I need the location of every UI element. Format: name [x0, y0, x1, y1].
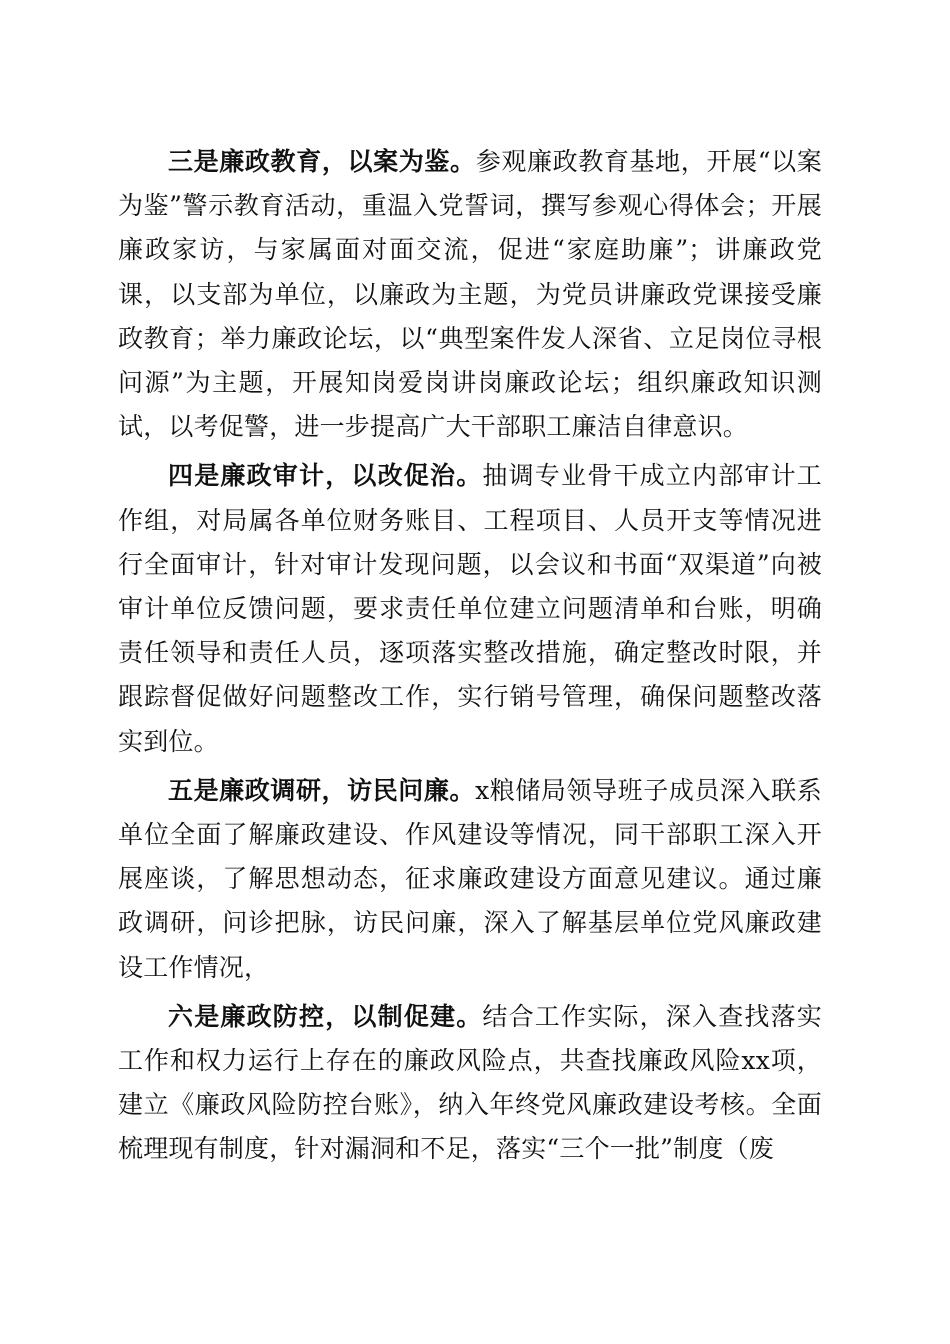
paragraph-heading: 六是廉政防控，以制促建。	[168, 1001, 483, 1031]
document-page	[118, 140, 822, 1172]
paragraph-heading: 三是廉政教育，以案为鉴。	[168, 147, 476, 176]
paragraph-heading: 四是廉政审计，以改促治。	[168, 461, 483, 491]
paragraph-heading: 五是廉政调研，访民问廉。	[168, 775, 476, 805]
paragraph-education	[118, 140, 822, 449]
paragraph-body: 结合工作实际，深入查找落实工作和权力运行上存在的廉政风险点，共查找廉政风险xx项，建立《廉政风险防控台账》，纳入年终党风廉政建设考核。全面梳理现有制度，针对漏洞和不足，落实“三个一批”制度（废	[118, 1001, 822, 1164]
paragraph-body: x粮储局领导班子成员深入联系单位全面了解廉政建设、作风建设等情况，同干部职工深入开展座谈，了解思想动态，征求廉政建设方面意见建议。通过廉政调研，问诊把脉，访民问廉，深入了解基层单位党风廉政建设工作情况，	[118, 775, 823, 982]
paragraph-prevention	[118, 995, 822, 1172]
paragraph-research	[118, 769, 822, 990]
paragraph-audit	[118, 454, 822, 763]
paragraph-body: 抽调专业骨干成立内部审计工作组，对局属各单位财务账目、工程项目、人员开支等情况进行全面审计，针对审计发现问题，以会议和书面“双渠道”向被审计单位反馈问题，要求责任单位建立问题清单和台账，明确责任领导和责任人员，逐项落实整改措施，确定整改时限，并跟踪督促做好问题整改工作，实行销号管理，确保问题整改落实到位。	[118, 461, 822, 756]
paragraph-body: 参观廉政教育基地，开展“以案为鉴”警示教育活动，重温入党誓词，撰写参观心得体会；开展廉政家访，与家属面对面交流，促进“家庭助廉”；讲廉政党课，以支部为单位，以廉政为主题，为党员讲廉政党课接受廉政教育；举力廉政论坛，以“典型案件发人深省、立足岗位寻根问源”为主题，开展知岗爱岗讲岗廉政论坛；组织廉政知识测试，以考促警，进一步提高广大干部职工廉洁自律意识。	[118, 147, 822, 442]
